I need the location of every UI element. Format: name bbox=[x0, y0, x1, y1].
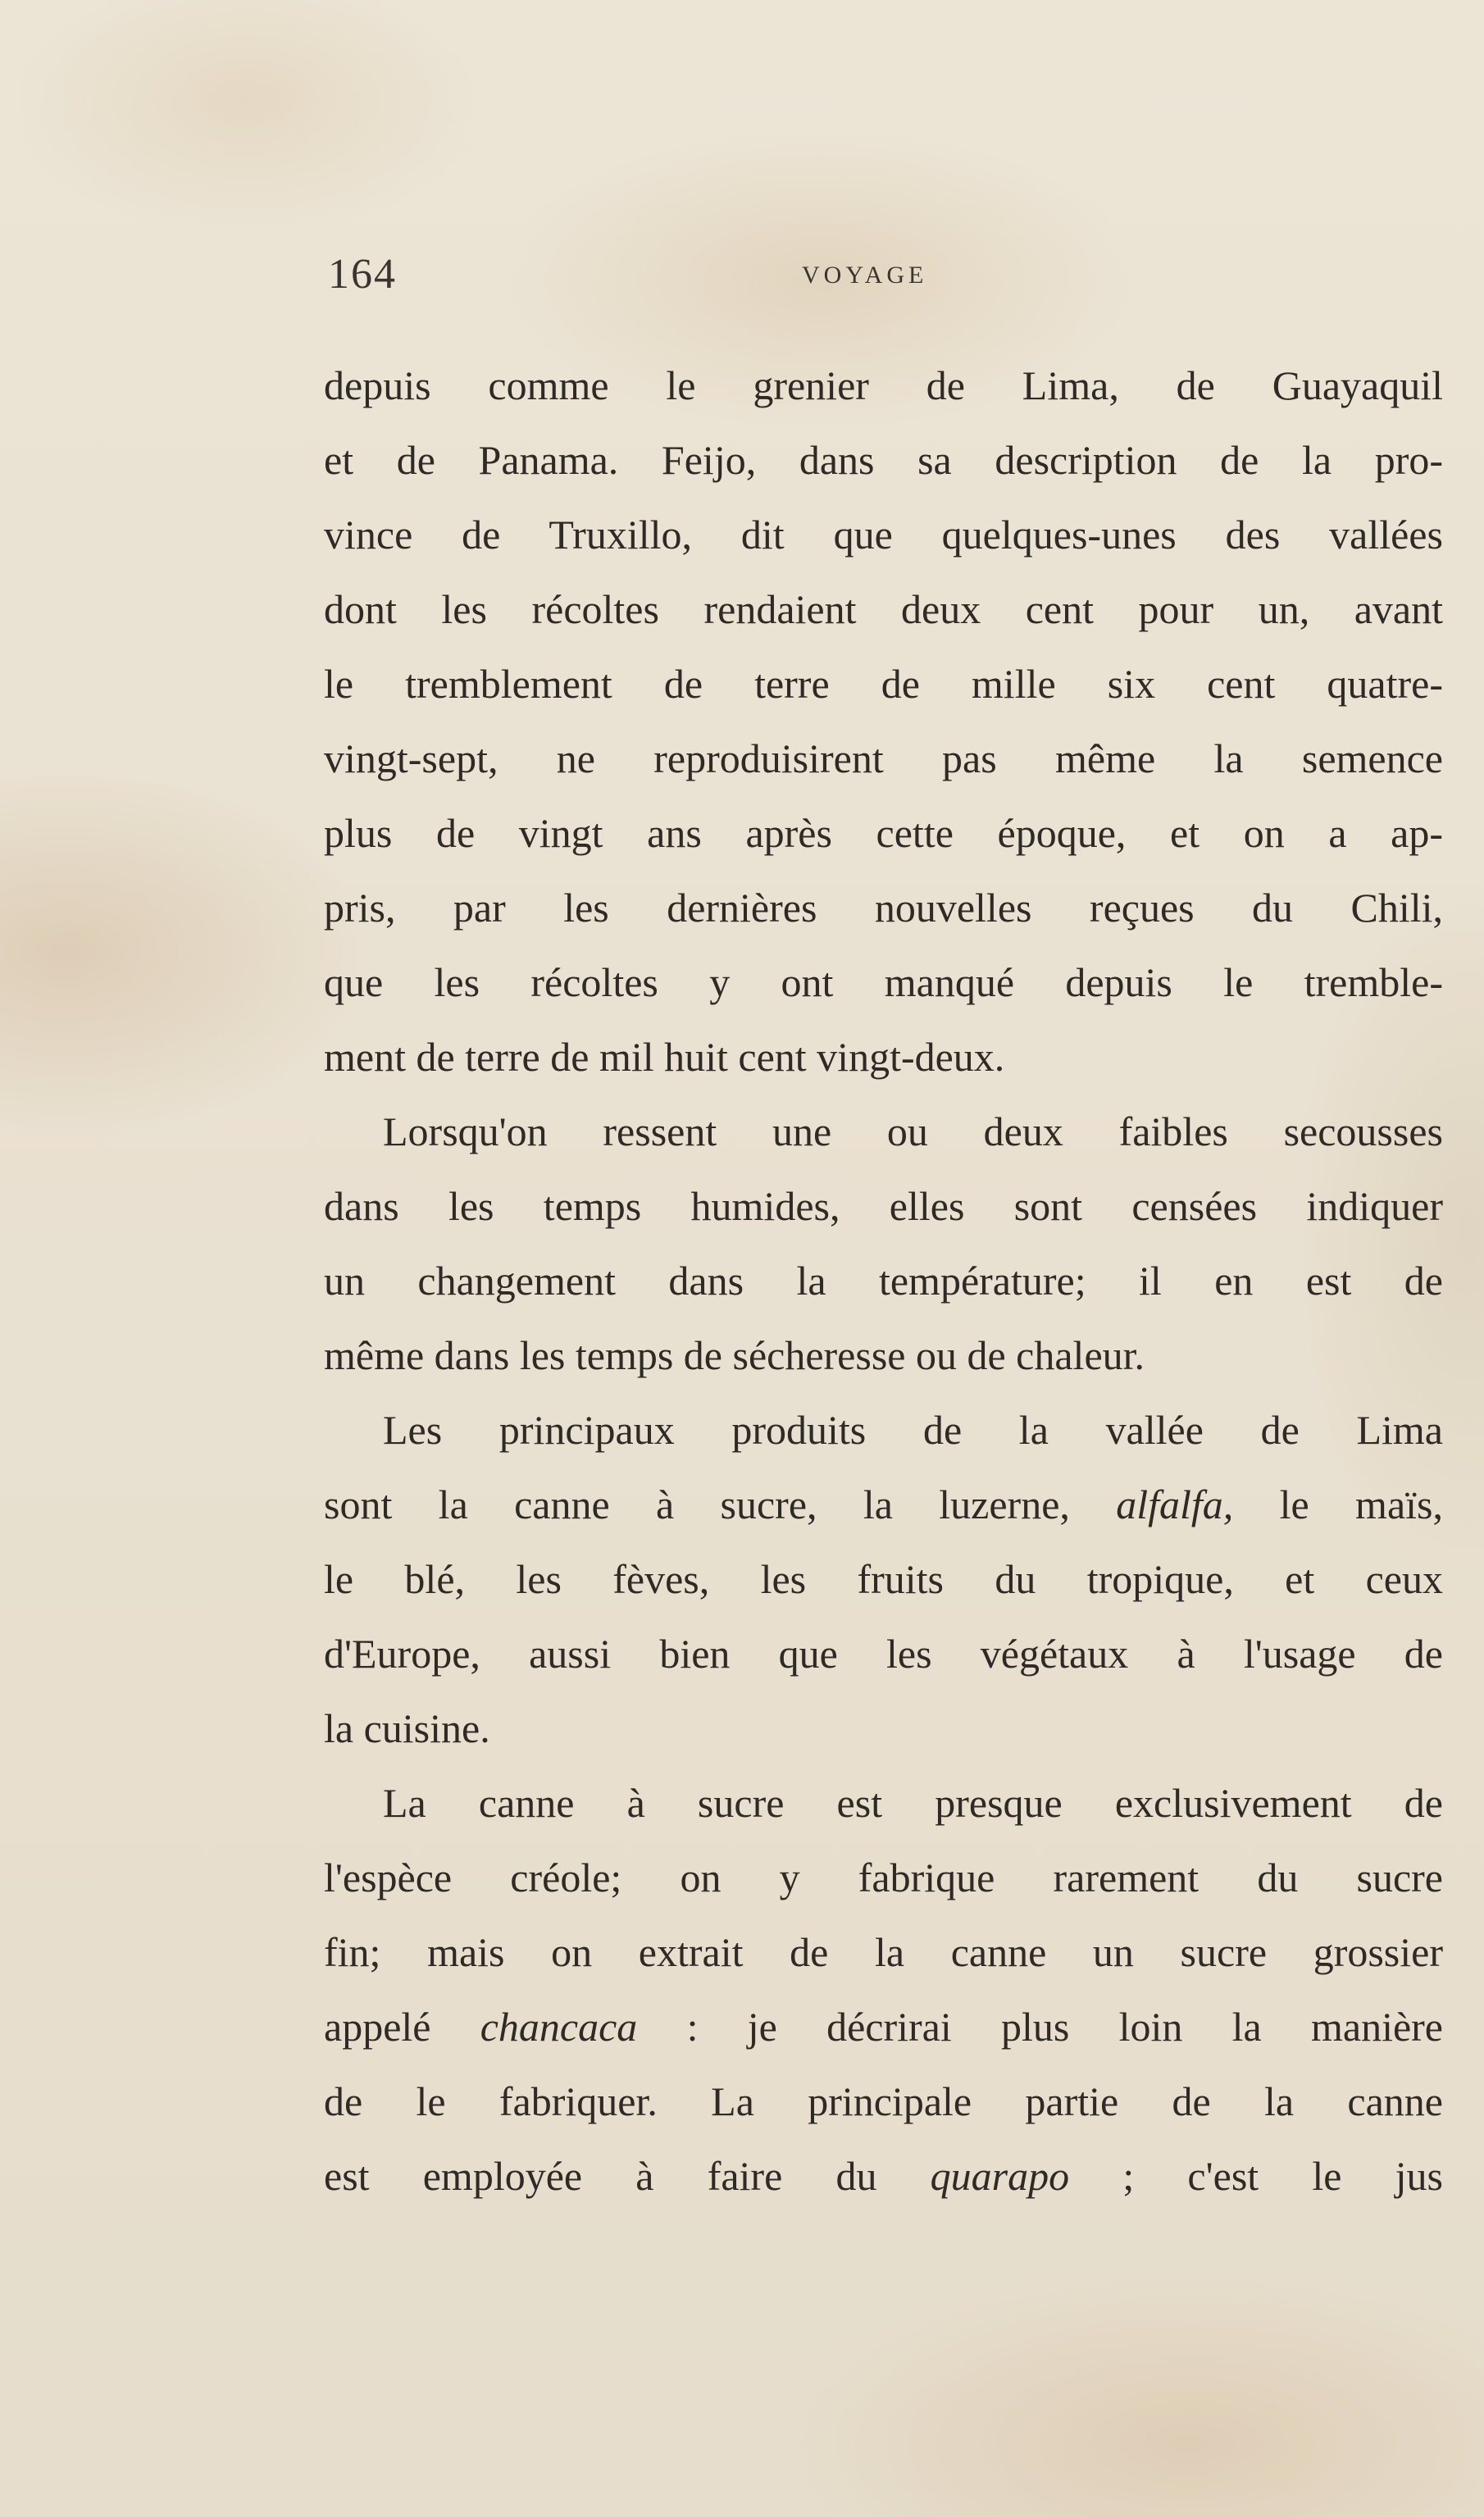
text-line: plus de vingt ans après cette époque, et on a ap- bbox=[324, 810, 1443, 856]
italic-term: chancaca bbox=[480, 2004, 638, 2050]
text-line: vince de Truxillo, dit que quelques-unes des vallées bbox=[324, 512, 1443, 558]
text-fragment: ; c'est le jus bbox=[1069, 2153, 1444, 2199]
italic-term: quarapo bbox=[930, 2153, 1070, 2199]
text-line: de le fabriquer. La principale partie de la canne bbox=[324, 2078, 1443, 2124]
text-line: que les récoltes y ont manqué depuis le tremble- bbox=[324, 959, 1443, 1005]
italic-term: alfalfa, bbox=[1116, 1482, 1234, 1527]
text-line: La canne à sucre est presque exclusivement de bbox=[383, 1780, 1443, 1826]
text-line: pris, par les dernières nouvelles reçues du Chili, bbox=[324, 885, 1443, 931]
text-line: la cuisine. bbox=[324, 1705, 490, 1751]
text-line: Lorsqu'on ressent une ou deux faibles secousses bbox=[383, 1108, 1443, 1154]
page-number: 164 bbox=[328, 251, 397, 298]
text-line: fin; mais on extrait de la canne un sucre grossier bbox=[324, 1929, 1443, 1975]
text-fragment: le maïs, bbox=[1233, 1482, 1443, 1527]
text-line: depuis comme le grenier de Lima, de Guayaquil bbox=[324, 362, 1443, 408]
text-fragment: : je décrirai plus loin la manière bbox=[637, 2004, 1443, 2050]
text-line: d'Europe, aussi bien que les végétaux à l'usage de bbox=[324, 1631, 1443, 1677]
text-line: ment de terre de mil huit cent vingt-deux. bbox=[324, 1034, 1005, 1080]
text-fragment: appelé bbox=[324, 2004, 480, 2050]
text-fragment: sont la canne à sucre, la luzerne, bbox=[324, 1482, 1117, 1527]
text-line bbox=[324, 1468, 1443, 1542]
text-line: dont les récoltes rendaient deux cent pour un, avant bbox=[324, 586, 1443, 632]
text-line: dans les temps humides, elles sont censées indiquer bbox=[324, 1183, 1443, 1229]
text-line: Les principaux produits de la vallée de Lima bbox=[383, 1407, 1443, 1453]
text-line: et de Panama. Feijo, dans sa description de la pro- bbox=[324, 437, 1443, 483]
text-line: le blé, les fèves, les fruits du tropique, et ceux bbox=[324, 1556, 1443, 1602]
page-header bbox=[0, 250, 1484, 299]
body-text bbox=[324, 348, 1443, 2214]
text-line bbox=[324, 2139, 1443, 2214]
text-fragment: est employée à faire du bbox=[324, 2153, 931, 2199]
text-line: même dans les temps de sécheresse ou de chaleur. bbox=[324, 1332, 1145, 1378]
text-line: vingt-sept, ne reproduisirent pas même la semence bbox=[324, 735, 1443, 781]
text-line bbox=[324, 1990, 1443, 2064]
text-line: un changement dans la température; il en est de bbox=[324, 1258, 1443, 1304]
text-line: l'espèce créole; on y fabrique rarement du sucre bbox=[324, 1855, 1443, 1900]
text-line: le tremblement de terre de mille six cent quatre- bbox=[324, 661, 1443, 707]
running-head: VOYAGE bbox=[802, 262, 928, 289]
